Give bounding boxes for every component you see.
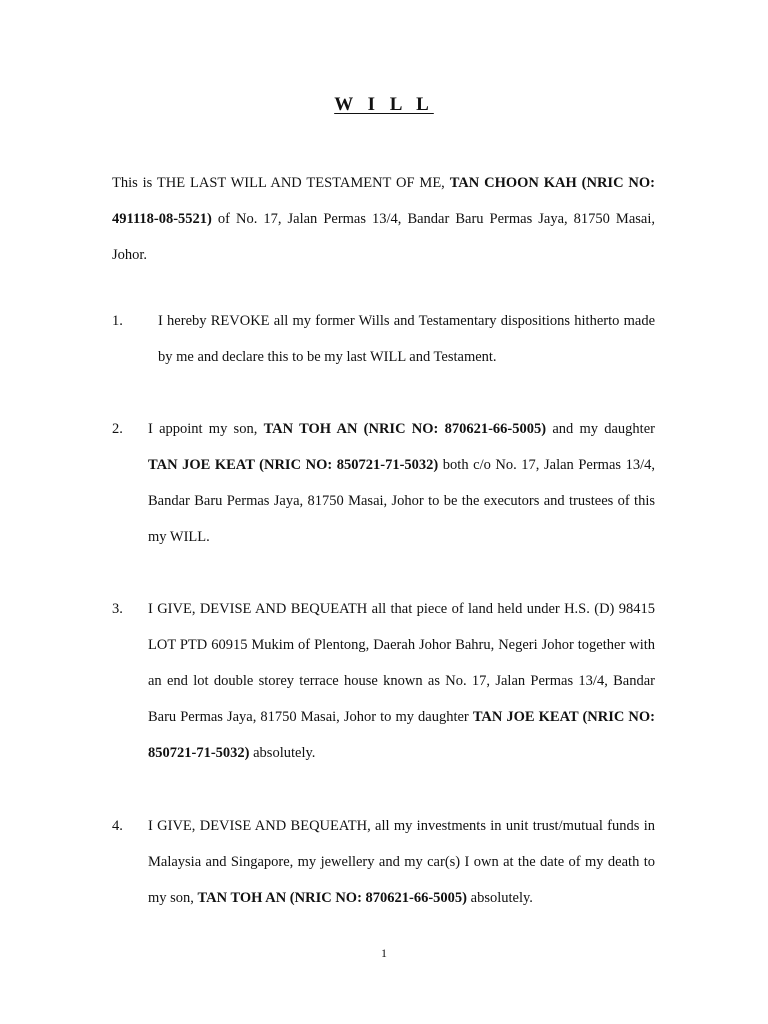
clause-3-text-a: I GIVE, DEVISE AND BEQUEATH all that piece of land held under H.S. (D) 98415 LOT PTD 60915 Mukim of Plentong, Daerah Johor Bahru, Negeri Johor together with an end lot double storey terrace house known as No. 17, Jalan Permas 13/4, Bandar Baru Permas Jaya, 81750 Masai, Johor to my daughter xyxy=(148,601,655,725)
testator-name: TAN CHOON KAH (NRIC NO: 491118-08-5521) xyxy=(112,175,655,227)
clause-3-text-b: absolutely. xyxy=(249,745,316,761)
beneficiary-son-name: TAN TOH AN (NRIC NO: 870621-66-5005) xyxy=(197,890,468,906)
clause-text xyxy=(148,808,655,916)
clause-number: 3. xyxy=(112,601,123,617)
clause-4-text-a: I GIVE, DEVISE AND BEQUEATH, all my investments in unit trust/mutual funds in Malaysia and Singapore, my jewellery and my car(s) I own at the date of my death to my son, xyxy=(148,818,655,906)
clause-4 xyxy=(112,808,655,916)
clause-text xyxy=(148,411,655,555)
clause-2-text-b: and my daughter xyxy=(546,421,655,437)
intro-address: of No. 17, Jalan Permas 13/4, Bandar Baru Permas Jaya, 81750 Masai, Johor. xyxy=(112,211,655,263)
page-number: 1 xyxy=(381,946,387,960)
intro-text: This is THE LAST WILL AND TESTAMENT OF ME, xyxy=(112,175,450,191)
clause-number: 1. xyxy=(112,313,123,329)
clause-number: 4. xyxy=(112,818,123,834)
beneficiary-daughter-name: TAN JOE KEAT (NRIC NO: 850721-71-5032) xyxy=(148,709,655,761)
executor-daughter-name: TAN JOE KEAT (NRIC NO: 850721-71-5032) xyxy=(148,457,439,473)
clause-1 xyxy=(112,303,655,375)
clause-number: 2. xyxy=(112,421,123,437)
clause-4-text-b: absolutely. xyxy=(467,890,533,906)
clause-2-text-a: I appoint my son, xyxy=(148,421,264,437)
clause-1-text: I hereby REVOKE all my former Wills and Testamentary dispositions hitherto made by me and declare this to be my last WILL and Testament. xyxy=(158,313,655,365)
clause-text xyxy=(148,591,655,771)
clause-2 xyxy=(112,411,655,555)
intro-paragraph xyxy=(112,165,655,273)
clause-text xyxy=(158,303,655,375)
clause-2-text-c: both c/o No. 17, Jalan Permas 13/4, Bandar Baru Permas Jaya, 81750 Masai, Johor to be the executors and trustees of this my WILL. xyxy=(148,457,655,545)
document-title: W I L L xyxy=(334,94,434,115)
executor-son-name: TAN TOH AN (NRIC NO: 870621-66-5005) xyxy=(263,421,547,437)
clause-3 xyxy=(112,591,655,771)
